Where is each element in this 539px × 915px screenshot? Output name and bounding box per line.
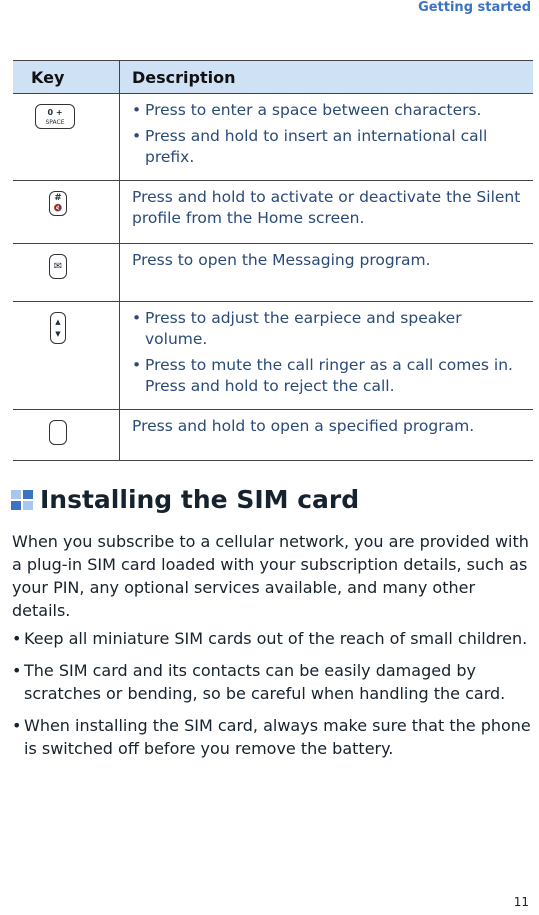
list-item: • Press to enter a space between characters. — [132, 101, 482, 119]
column-header-key: Key — [13, 61, 120, 94]
list-item: • Keep all miniature SIM cards out of the reach of small children. — [12, 629, 528, 648]
list-item: • Press to mute the call ringer as a call comes in. Press and hold to reject the call. — [132, 356, 513, 395]
list-item: • The SIM card and its contacts can be easily damaged by scratches or bending, so be careful when handling the card. — [12, 661, 506, 703]
row-description: Press and hold to open a specified program. — [120, 410, 534, 461]
table-row — [13, 244, 533, 302]
message-key-icon: ✉ — [49, 254, 67, 279]
table-row — [13, 94, 533, 181]
row-description: Press and hold to activate or deactivate the Silent profile from the Home screen. — [120, 181, 534, 244]
table-row — [13, 181, 533, 244]
row-description — [120, 302, 534, 410]
table-row — [13, 410, 533, 461]
space-key-icon: 0 + SPACE — [35, 104, 75, 129]
volume-key-icon: ▲ ▼ — [50, 312, 66, 344]
table-row — [13, 302, 533, 410]
column-header-description: Description — [120, 61, 534, 94]
list-item: • Press and hold to insert an international call prefix. — [132, 127, 488, 166]
blank-key-icon — [49, 420, 67, 445]
key-description-table — [13, 60, 533, 461]
list-item: • Press to adjust the earpiece and speaker volume. — [132, 309, 462, 348]
running-header: Getting started — [418, 0, 531, 15]
list-item: • When installing the SIM card, always make sure that the phone is switched off before you remove the battery. — [12, 716, 531, 758]
row-description — [120, 94, 534, 181]
section-title: Installing the SIM card — [40, 485, 360, 514]
section-paragraph: When you subscribe to a cellular network, you are provided with a plug-in SIM card loaded with your subscription details, such as your PIN, any optional services available, and many other details. — [12, 532, 529, 620]
table-header-row — [13, 61, 533, 94]
page-number: 11 — [513, 895, 529, 909]
section-icon — [11, 490, 35, 512]
row-description: Press to open the Messaging program. — [120, 244, 534, 302]
hash-key-icon: # 🔇 — [49, 191, 67, 216]
section-bullet-list — [12, 627, 532, 769]
